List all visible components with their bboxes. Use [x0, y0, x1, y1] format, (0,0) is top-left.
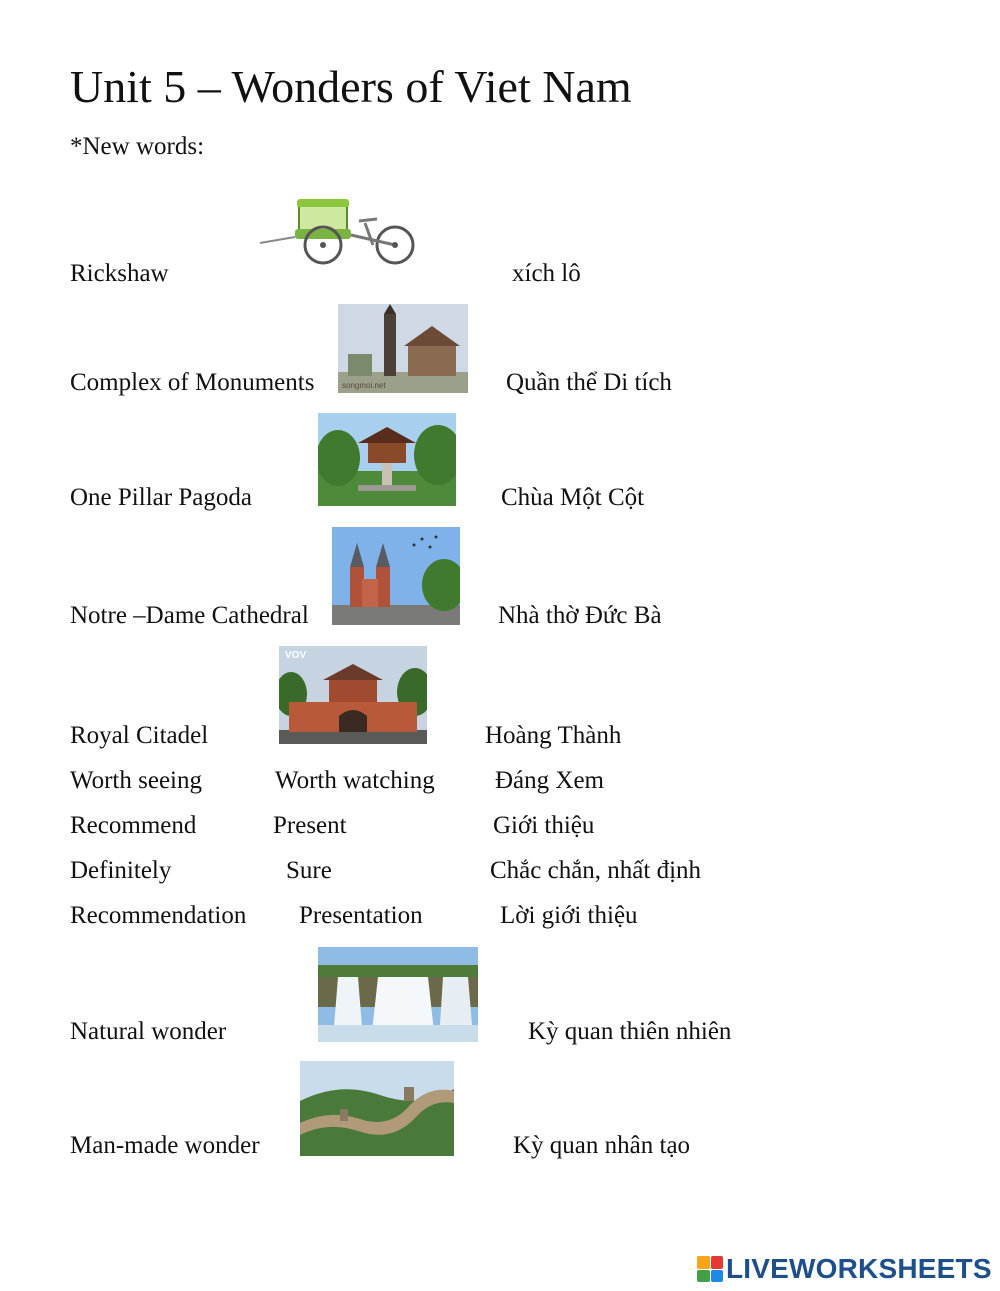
complex-photo-caption: songmoi.net [342, 381, 386, 390]
logo-square-2 [711, 1256, 724, 1269]
meaning-chac-chan: Chắc chắn, nhất định [490, 857, 702, 884]
meaning-hoang-thanh: Hoàng Thành [485, 722, 622, 749]
synonym-present: Present [273, 812, 347, 839]
word-recommend: Recommend [70, 812, 197, 839]
section-subtitle: *New words: [70, 133, 205, 160]
liveworksheets-logo-text: LIVEWORKSHEETS [726, 1253, 992, 1284]
meaning-loi-gioi-thieu: Lời giới thiệu [500, 902, 638, 929]
page-title: Unit 5 – Wonders of Viet Nam [70, 61, 632, 112]
synonym-presentation: Presentation [299, 902, 423, 929]
meaning-chua-mot-cot: Chùa Một Cột [501, 484, 645, 511]
man-made-wonder-image [300, 1061, 454, 1156]
natural-wonder-image [318, 947, 478, 1042]
liveworksheets-logo-icon [697, 1256, 723, 1282]
notre-dame-cathedral-image [332, 527, 460, 625]
meaning-ky-quan-nhan-tao: Kỳ quan nhân tạo [513, 1132, 691, 1159]
word-worth-seeing: Worth seeing [70, 767, 202, 794]
logo-square-1 [697, 1256, 710, 1269]
rickshaw-image [255, 193, 420, 268]
liveworksheets-logo [697, 1253, 992, 1285]
word-one-pillar-pagoda: One Pillar Pagoda [70, 484, 252, 511]
word-rickshaw: Rickshaw [70, 260, 169, 287]
meaning-gioi-thieu: Giới thiệu [493, 812, 595, 839]
one-pillar-pagoda-image [318, 413, 456, 506]
complex-of-monuments-image [338, 304, 468, 393]
synonym-worth-watching: Worth watching [275, 767, 435, 794]
word-recommendation: Recommendation [70, 902, 247, 929]
word-definitely: Definitely [70, 857, 172, 884]
logo-square-4 [711, 1270, 724, 1283]
word-royal-citadel: Royal Citadel [70, 722, 209, 749]
synonym-sure: Sure [286, 857, 332, 884]
word-notre-dame-cathedral: Notre –Dame Cathedral [70, 602, 309, 629]
citadel-photo-caption: VOV [285, 650, 307, 661]
meaning-dang-xem: Đáng Xem [495, 767, 604, 794]
royal-citadel-image [279, 646, 427, 744]
meaning-nha-tho-duc-ba: Nhà thờ Đức Bà [498, 602, 662, 629]
word-complex-of-monuments: Complex of Monuments [70, 369, 315, 396]
meaning-xich-lo: xích lô [512, 260, 581, 287]
word-man-made-wonder: Man-made wonder [70, 1132, 260, 1159]
logo-square-3 [697, 1270, 710, 1283]
meaning-ky-quan-thien-nhien: Kỳ quan thiên nhiên [528, 1018, 732, 1045]
meaning-quan-the-di-tich: Quần thể Di tích [506, 369, 672, 396]
word-natural-wonder: Natural wonder [70, 1018, 227, 1045]
